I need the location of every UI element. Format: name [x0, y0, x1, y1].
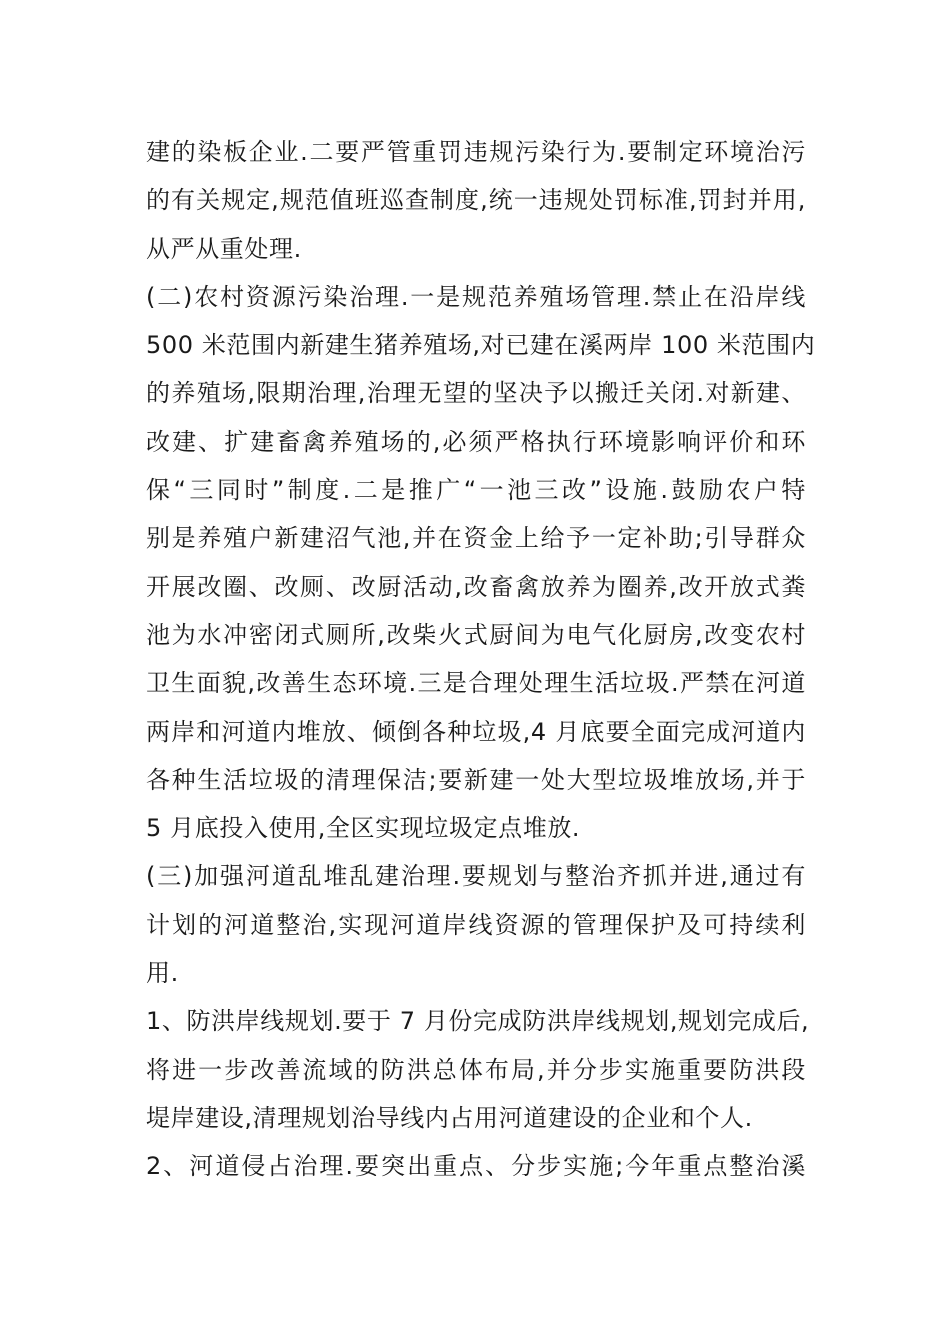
- text-line: 5 月底投入使用,全区实现垃圾定点堆放.: [146, 814, 581, 843]
- text-line: 卫生面貌,改善生态环境.三是合理处理生活垃圾.严禁在河道: [146, 669, 806, 698]
- text-line: (三)加强河道乱堆乱建治理.要规划与整治齐抓并进,通过有: [146, 862, 806, 891]
- text-line: 各种生活垃圾的清理保洁;要新建一处大型垃圾堆放场,并于: [146, 765, 806, 794]
- text-line: 2、河道侵占治理.要突出重点、分步实施;今年重点整治溪: [146, 1152, 806, 1181]
- text-line: (二)农村资源污染治理.一是规范养殖场管理.禁止在沿岸线: [146, 282, 806, 311]
- text-line: 用.: [146, 959, 179, 988]
- text-line: 将进一步改善流域的防洪总体布局,并分步实施重要防洪段: [146, 1055, 806, 1084]
- text-line: 的有关规定,规范值班巡查制度,统一违规处罚标准,罚封并用,: [146, 186, 806, 215]
- text-line: 两岸和河道内堆放、倾倒各种垃圾,4 月底要全面完成河道内: [146, 717, 806, 746]
- text-line: 从严从重处理.: [146, 234, 302, 263]
- body-text: [146, 128, 816, 1191]
- text-line: 的养殖场,限期治理,治理无望的坚决予以搬迁关闭.对新建、: [146, 379, 806, 408]
- text-line: 开展改圈、改厕、改厨活动,改畜禽放养为圈养,改开放式粪: [146, 572, 806, 601]
- text-line: 堤岸建设,清理规划治导线内占用河道建设的企业和个人.: [146, 1103, 753, 1132]
- text-line: 建的染板企业.二要严管重罚违规污染行为.要制定环境治污: [146, 138, 806, 166]
- text-line: 别是养殖户新建沼气池,并在资金上给予一定补助;引导群众: [146, 524, 806, 553]
- text-line: 1、防洪岸线规划.要于 7 月份完成防洪岸线规划,规划完成后,: [146, 1007, 810, 1036]
- text-line: 500 米范围内新建生猪养殖场,对已建在溪两岸 100 米范围内: [146, 331, 816, 360]
- text-line: 计划的河道整治,实现河道岸线资源的管理保护及可持续利: [146, 910, 806, 939]
- text-line: 改建、扩建畜禽养殖场的,必须严格执行环境影响评价和环: [146, 427, 806, 456]
- text-line: 池为水冲密闭式厕所,改柴火式厨间为电气化厨房,改变农村: [146, 620, 806, 649]
- text-line: 保“三同时”制度.二是推广“一池三改”设施.鼓励农户特: [146, 476, 806, 505]
